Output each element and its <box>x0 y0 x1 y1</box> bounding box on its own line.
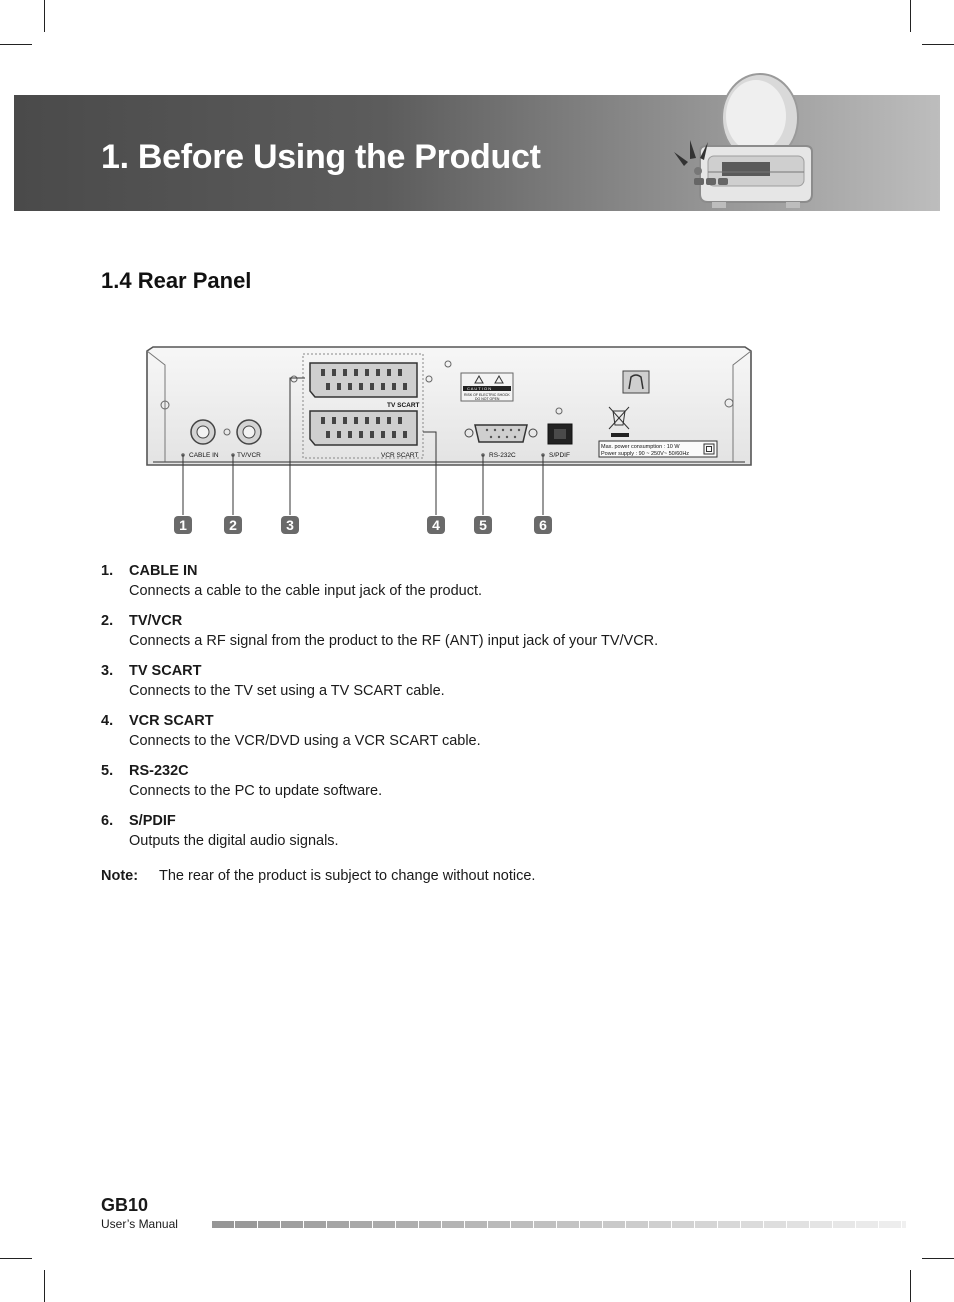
callout-number: 1 <box>179 517 187 533</box>
caution-shock-text: RISK OF ELECTRIC SHOCK <box>464 393 510 397</box>
footer-bar-segment <box>373 1221 395 1228</box>
power-consumption-text: Max. power consumption : 10 W <box>601 444 680 450</box>
item-name: RS-232C <box>129 763 189 779</box>
crop-mark <box>922 1258 954 1259</box>
cable-in-label: CABLE IN <box>189 452 219 459</box>
list-item <box>101 711 861 751</box>
crop-mark <box>44 0 45 32</box>
item-name: VCR SCART <box>129 713 214 729</box>
note <box>101 866 535 886</box>
vcr-scart-label: VCR SCART <box>381 452 419 459</box>
item-name: TV SCART <box>129 663 202 679</box>
chapter-title: 1. Before Using the Product <box>101 138 541 176</box>
footer-bar-segment <box>327 1221 349 1228</box>
list-item <box>101 561 861 601</box>
item-number: 4. <box>101 713 114 729</box>
callout-number: 6 <box>539 517 547 533</box>
note-text: The rear of the product is subject to change without notice. <box>159 868 536 884</box>
footer-bar-segment <box>649 1221 671 1228</box>
crop-mark <box>910 0 911 32</box>
item-name: S/PDIF <box>129 813 176 829</box>
footer-bar-segment <box>534 1221 556 1228</box>
item-description: Connects a RF signal from the product to the RF (ANT) input jack of your TV/VCR. <box>129 633 659 649</box>
footer-bar-segment <box>557 1221 579 1228</box>
list-item <box>101 761 861 801</box>
item-description: Connects to the PC to update software. <box>129 783 383 799</box>
footer-bar-segment <box>695 1221 717 1228</box>
rs232c-label: RS-232C <box>489 452 516 459</box>
tv-scart-label: TV SCART <box>387 402 420 409</box>
footer-bar-segment <box>212 1221 234 1228</box>
footer-model-name: GB10 <box>101 1195 149 1215</box>
item-name: TV/VCR <box>129 613 183 629</box>
caution-label: C A U T I O N <box>467 386 492 391</box>
item-description: Outputs the digital audio signals. <box>129 833 339 849</box>
callout-number: 2 <box>229 517 237 533</box>
list-item <box>101 811 861 851</box>
item-description: Connects a cable to the cable input jack of the product. <box>129 583 483 599</box>
list-item <box>101 661 861 701</box>
footer-subtitle: User’s Manual <box>101 1217 178 1231</box>
callout-badge-1 <box>174 516 192 534</box>
footer-bar-segment <box>396 1221 418 1228</box>
footer-bar-segment <box>419 1221 441 1228</box>
power-supply-text: Power supply : 90 ~ 250V~ 50/60Hz <box>601 451 690 457</box>
item-number: 2. <box>101 613 114 629</box>
crop-mark <box>44 1270 45 1302</box>
callout-badge-2 <box>224 516 242 534</box>
footer-bar-segment <box>603 1221 625 1228</box>
spdif-label: S/PDIF <box>549 452 570 459</box>
footer-bar-segment <box>350 1221 372 1228</box>
callout-number: 3 <box>286 517 294 533</box>
item-description: Connects to the VCR/DVD using a VCR SCART cable. <box>129 733 481 749</box>
footer-bar-segment <box>465 1221 487 1228</box>
satellite-receiver-icon <box>660 70 820 215</box>
note-label: Note: <box>101 868 139 884</box>
footer-bar-segment <box>672 1221 694 1228</box>
footer-bar-segment <box>626 1221 648 1228</box>
crop-mark <box>0 1258 32 1259</box>
item-number: 3. <box>101 663 114 679</box>
footer-bar-segment <box>787 1221 809 1228</box>
callout-overlay <box>145 345 575 540</box>
list-item <box>101 611 861 651</box>
tv-vcr-label: TV/VCR <box>237 452 261 459</box>
footer-bar-segment <box>488 1221 510 1228</box>
footer-bar-segment <box>442 1221 464 1228</box>
section-title: 1.4 Rear Panel <box>101 268 252 293</box>
footer-bar-segment <box>902 1221 906 1228</box>
footer-bar-segment <box>304 1221 326 1228</box>
callout-badge-3 <box>281 516 299 534</box>
callout-number: 5 <box>479 517 487 533</box>
crop-mark <box>0 44 32 45</box>
footer-bar-segment <box>810 1221 832 1228</box>
callout-badge-6 <box>534 516 552 534</box>
item-name: CABLE IN <box>129 563 198 579</box>
footer-bar-segment <box>281 1221 303 1228</box>
footer-bar-segment <box>511 1221 533 1228</box>
footer-bar-segment <box>833 1221 855 1228</box>
caution-open-text: DO NOT OPEN <box>475 397 500 401</box>
rear-panel-item-list <box>101 561 861 861</box>
footer-bar-segment <box>580 1221 602 1228</box>
footer-bar-segment <box>856 1221 878 1228</box>
footer-bar-segment <box>879 1221 901 1228</box>
footer-bar-segment <box>235 1221 257 1228</box>
footer-bar-segment <box>258 1221 280 1228</box>
footer-gradient-bar <box>212 1221 906 1228</box>
crop-mark <box>910 1270 911 1302</box>
footer-bar-segment <box>741 1221 763 1228</box>
callout-badge-5 <box>474 516 492 534</box>
crop-mark <box>922 44 954 45</box>
item-number: 6. <box>101 813 114 829</box>
item-number: 1. <box>101 563 114 579</box>
footer-bar-segment <box>718 1221 740 1228</box>
item-number: 5. <box>101 763 114 779</box>
callout-number: 4 <box>432 517 440 533</box>
item-description: Connects to the TV set using a TV SCART cable. <box>129 683 445 699</box>
callout-badge-4 <box>427 516 445 534</box>
footer-bar-segment <box>764 1221 786 1228</box>
